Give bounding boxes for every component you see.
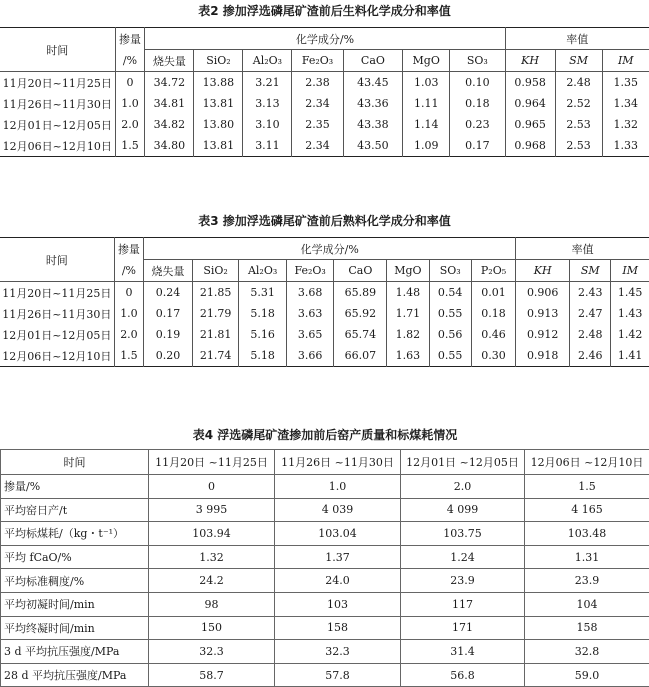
table4-row-label: 平均标准稠度/% [1,569,149,593]
table4-row-value: 24.0 [275,569,401,593]
table2-row-value: 0.17 [450,135,505,157]
table3-col-6: SO₃ [429,260,471,282]
table2-col-5: MgO [403,50,450,72]
table2-row-ratio: 1.33 [602,135,649,157]
table3-col-3: Fe₂O₃ [286,260,334,282]
table2-row-value: 34.81 [145,93,194,114]
table4-row-value: 150 [149,616,275,640]
table-row [1,522,649,546]
table3-col-0: 烧失量 [144,260,193,282]
table2-caption: 表2 掺加浮选磷尾矿渣前后生料化学成分和率值 [0,1,649,21]
table4-row-value: 117 [401,592,525,616]
table3-row-value: 3.65 [286,324,334,345]
table2-row-value: 2.38 [292,72,343,94]
table4-row-value: 171 [401,616,525,640]
table3-row-value: 5.18 [239,303,287,324]
table3-row-value: 0.24 [144,282,193,304]
table4-row-value: 158 [275,616,401,640]
table3-row-value: 65.74 [334,324,387,345]
table4-row-label: 平均初凝时间/min [1,592,149,616]
table2-row-time: 11月26日~11月30日 [0,93,115,114]
table4-row-value: 104 [525,592,649,616]
table4-row-label: 平均窑日产/t [1,498,149,522]
table3-row-dose: 1.0 [114,303,144,324]
table4-caption: 表4 浮选磷尾矿渣掺加前后窑产质量和标煤耗情况 [0,425,649,445]
table-row [0,93,649,114]
table-row [0,324,649,345]
table2-row-value: 13.81 [194,93,243,114]
table3-row-value: 21.74 [192,345,239,367]
table2-row-ratio: 1.35 [602,72,649,94]
table2-row-ratio: 1.32 [602,114,649,135]
table4-row-value: 103.75 [401,522,525,546]
table2-row-value: 1.14 [403,114,450,135]
table4-head-cell: 11月26日 ~11月30日 [275,450,401,475]
table4-row-label: 平均 fCaO/% [1,545,149,569]
table2-head-chem: 化学成分/% [145,28,505,50]
table-row [0,135,649,157]
table2-col-1: SiO₂ [194,50,243,72]
table2-row-dose: 1.5 [115,135,145,157]
table4-row-value: 98 [149,592,275,616]
table2-row-value: 3.11 [243,135,292,157]
table2-row-ratio: 2.53 [555,135,602,157]
table-row [1,498,649,522]
table3-row-value: 0.01 [471,282,515,304]
table4-row-value: 58.7 [149,663,275,687]
table2-row-value: 1.09 [403,135,450,157]
table2-row-value: 43.38 [343,114,403,135]
table3-section [0,211,649,367]
table4-row-value: 1.24 [401,545,525,569]
table2-row-ratio: 0.968 [505,135,555,157]
table4-head-cell: 11月20日 ~11月25日 [149,450,275,475]
table4-header-row [1,450,649,475]
table2-row-value: 13.88 [194,72,243,94]
table3-row-ratio: 1.41 [611,345,649,367]
table-row [1,663,649,687]
table3-row-value: 5.18 [239,345,287,367]
table2-row-value: 0.23 [450,114,505,135]
table-row [1,640,649,664]
table2-row-value: 3.21 [243,72,292,94]
table3-row-value: 66.07 [334,345,387,367]
table3-row-value: 0.55 [429,345,471,367]
table3-row-value: 3.66 [286,345,334,367]
table4-row-value: 103.94 [149,522,275,546]
table-row [0,72,649,94]
table3-col-2: Al₂O₃ [239,260,287,282]
table4-row-value: 23.9 [525,569,649,593]
table2-row-value: 1.03 [403,72,450,94]
table3-row-ratio: 2.46 [570,345,611,367]
table-row [1,475,649,499]
table3-row-value: 65.92 [334,303,387,324]
table3-row-ratio: 1.42 [611,324,649,345]
table3-col-7: P₂O₅ [471,260,515,282]
table-row [1,592,649,616]
table4-row-value: 103.48 [525,522,649,546]
table2-row-value: 13.80 [194,114,243,135]
table2-section [0,1,649,157]
table2-head-dose: 掺量 [115,28,145,50]
table2-row-value: 2.35 [292,114,343,135]
table3-row-dose: 2.0 [114,324,144,345]
table3-col-4: CaO [334,260,387,282]
table3-row-value: 0.56 [429,324,471,345]
table3-row-dose: 0 [114,282,144,304]
table4-row-value: 4 165 [525,498,649,522]
table4-row-value: 56.8 [401,663,525,687]
table3-row-ratio: 2.43 [570,282,611,304]
table4-row-value: 2.0 [401,475,525,499]
table4 [0,449,649,687]
table2-ratio-col-1: SM [555,50,602,72]
table3-row-value: 1.48 [387,282,429,304]
table3-ratio-col-1: SM [570,260,611,282]
table2-col-2: Al₂O₃ [243,50,292,72]
table3-row-value: 21.79 [192,303,239,324]
table2-row-ratio: 0.964 [505,93,555,114]
table2-row-value: 3.10 [243,114,292,135]
table3-row-value: 1.82 [387,324,429,345]
table3-head-ratio: 率值 [516,238,649,260]
table2-row-value: 3.13 [243,93,292,114]
table2-row-value: 2.34 [292,135,343,157]
table2-row-ratio: 0.965 [505,114,555,135]
table3-row-time: 12月01日~12月05日 [0,324,114,345]
table3-row-time: 11月26日~11月30日 [0,303,114,324]
table3-row-value: 5.31 [239,282,287,304]
table2-row-value: 34.72 [145,72,194,94]
table3-row-value: 0.55 [429,303,471,324]
table3-row-value: 21.85 [192,282,239,304]
table3-row-time: 12月06日~12月10日 [0,345,114,367]
table-row [0,282,649,304]
table3-ratio-col-2: IM [611,260,649,282]
table4-row-label: 平均终凝时间/min [1,616,149,640]
table4-row-value: 32.3 [275,640,401,664]
table4-row-value: 31.4 [401,640,525,664]
table3-row-value: 0.18 [471,303,515,324]
table3-col-1: SiO₂ [192,260,239,282]
table3 [0,237,649,367]
table-row [1,569,649,593]
table2-row-value: 34.80 [145,135,194,157]
table2-row-time: 12月06日~12月10日 [0,135,115,157]
table4-head-cell: 12月06日 ~12月10日 [525,450,649,475]
table3-row-ratio: 0.912 [516,324,570,345]
table2-ratio-col-2: IM [602,50,649,72]
table-row [0,345,649,367]
table3-row-ratio: 0.906 [516,282,570,304]
table-row [0,303,649,324]
table3-row-time: 11月20日~11月25日 [0,282,114,304]
table4-row-value: 59.0 [525,663,649,687]
table2-row-value: 34.82 [145,114,194,135]
table2-row-value: 1.11 [403,93,450,114]
table3-row-value: 0.19 [144,324,193,345]
table2-col-0: 烧失量 [145,50,194,72]
table3-caption: 表3 掺加浮选磷尾矿渣前后熟料化学成分和率值 [0,211,649,231]
table3-row-value: 21.81 [192,324,239,345]
table4-row-value: 103 [275,592,401,616]
table2-col-6: SO₃ [450,50,505,72]
table2-col-4: CaO [343,50,403,72]
table3-head-chem: 化学成分/% [144,238,516,260]
table3-row-dose: 1.5 [114,345,144,367]
table3-row-ratio: 2.48 [570,324,611,345]
table4-row-value: 1.32 [149,545,275,569]
table2-row-value: 43.50 [343,135,403,157]
table-row [0,114,649,135]
table3-row-ratio: 1.45 [611,282,649,304]
table4-row-value: 32.8 [525,640,649,664]
table3-row-value: 0.17 [144,303,193,324]
table3-row-value: 0.46 [471,324,515,345]
table2-row-time: 11月20日~11月25日 [0,72,115,94]
table2-row-dose: 2.0 [115,114,145,135]
table4-row-value: 57.8 [275,663,401,687]
table4-row-value: 1.37 [275,545,401,569]
table3-col-5: MgO [387,260,429,282]
table2-row-value: 0.10 [450,72,505,94]
table2-row-dose: 0 [115,72,145,94]
table3-row-value: 1.63 [387,345,429,367]
table3-row-ratio: 0.913 [516,303,570,324]
table4-row-value: 32.3 [149,640,275,664]
table4-section [0,425,649,687]
table3-row-ratio: 2.47 [570,303,611,324]
table4-row-label: 平均标煤耗/（kg・t⁻¹） [1,522,149,546]
table4-row-value: 103.04 [275,522,401,546]
table2-row-time: 12月01日~12月05日 [0,114,115,135]
table4-row-value: 1.0 [275,475,401,499]
table4-row-value: 1.5 [525,475,649,499]
table4-head-cell: 时间 [1,450,149,475]
table2 [0,27,649,157]
table2-row-value: 13.81 [194,135,243,157]
table-row [1,545,649,569]
table3-row-ratio: 1.43 [611,303,649,324]
table3-row-value: 0.30 [471,345,515,367]
table4-head-cell: 12月01日 ~12月05日 [401,450,525,475]
table2-row-ratio: 2.52 [555,93,602,114]
table3-head-dose: 掺量 [114,238,144,260]
table2-ratio-col-0: KH [505,50,555,72]
table2-row-value: 2.34 [292,93,343,114]
table3-row-value: 5.16 [239,324,287,345]
table3-row-value: 65.89 [334,282,387,304]
table4-row-label: 掺量/% [1,475,149,499]
table3-ratio-col-0: KH [516,260,570,282]
table-row [1,616,649,640]
table3-row-value: 3.68 [286,282,334,304]
table4-row-value: 0 [149,475,275,499]
table2-head-dose-unit: /% [115,50,145,72]
table4-row-value: 158 [525,616,649,640]
table4-row-value: 24.2 [149,569,275,593]
table4-row-value: 4 099 [401,498,525,522]
table4-row-label: 3 d 平均抗压强度/MPa [1,640,149,664]
table3-row-value: 0.20 [144,345,193,367]
table3-row-value: 0.54 [429,282,471,304]
table3-row-ratio: 0.918 [516,345,570,367]
table2-row-dose: 1.0 [115,93,145,114]
table3-head-time: 时间 [0,238,114,282]
table3-row-value: 3.63 [286,303,334,324]
table4-row-value: 1.31 [525,545,649,569]
table4-row-value: 4 039 [275,498,401,522]
table4-row-label: 28 d 平均抗压强度/MPa [1,663,149,687]
table2-head-ratio: 率值 [505,28,649,50]
table3-row-value: 1.71 [387,303,429,324]
table2-row-value: 43.45 [343,72,403,94]
table2-row-value: 0.18 [450,93,505,114]
table2-row-ratio: 2.48 [555,72,602,94]
table2-row-ratio: 1.34 [602,93,649,114]
table2-row-value: 43.36 [343,93,403,114]
table3-head-dose-unit: /% [114,260,144,282]
table2-col-3: Fe₂O₃ [292,50,343,72]
table2-head-time: 时间 [0,28,115,72]
table4-row-value: 3 995 [149,498,275,522]
table2-row-ratio: 2.53 [555,114,602,135]
table2-row-ratio: 0.958 [505,72,555,94]
table4-row-value: 23.9 [401,569,525,593]
